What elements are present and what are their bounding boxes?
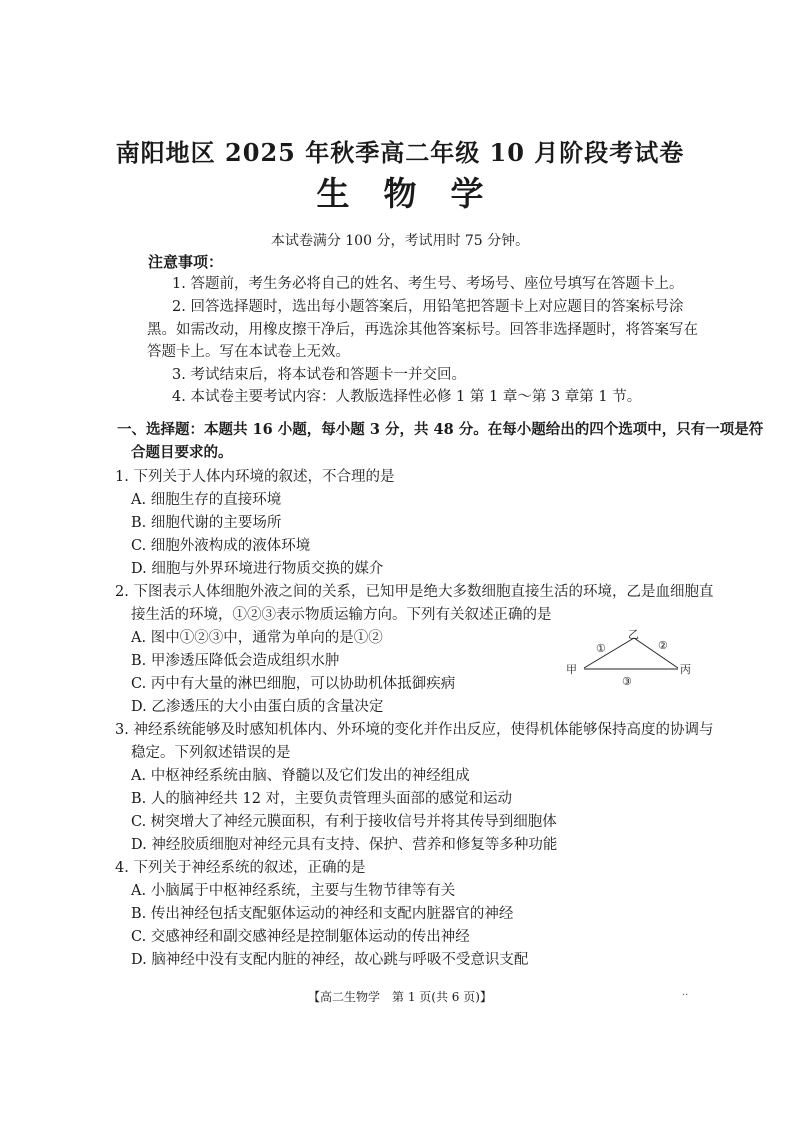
question-3-option-a: A. 中枢神经系统由脑、脊髓以及它们发出的神经组成 [131,768,470,784]
notes-line: 2. 回答选择题时，选出每小题答案后，用铅笔把答题卡上对应题目的答案标号涂 [172,299,684,315]
notes-line: 3. 考试结束后，将本试卷和答题卡一并交回。 [172,367,466,383]
question-2-option-c: C. 丙中有大量的淋巴细胞，可以协助机体抵御疾病 [131,676,456,692]
section-heading: 一、选择题：本题共 16 小题，每小题 3 分，共 48 分。在每小题给出的四个选项中，只有一项是符 [117,421,764,438]
notes-line: 答题卡上。写在本试卷上无效。 [147,344,350,360]
question-2-stem-cont: 接生活的环境，①②③表示物质运输方向。下列有关叙述正确的是 [131,607,552,623]
arrow-line-2 [634,638,678,668]
question-3-stem-cont: 稳定。下列叙述错误的是 [131,745,291,761]
label-arrow-2: ② [658,639,668,652]
question-2-option-a: A. 图中①②③中，通常为单向的是①② [131,630,383,646]
full-marks-note: 本试卷满分 100 分，考试用时 75 分钟。 [270,233,530,249]
question-1-stem: 1. 下列关于人体内环境的叙述，不合理的是 [115,469,395,485]
subject-title: 生物学 [316,174,518,213]
question-3-option-d: D. 神经胶质细胞对神经元具有支持、保护、营养和修复等多种功能 [131,837,558,853]
label-arrow-3: ③ [622,675,632,686]
question-3-option-b: B. 人的脑神经共 12 对，主要负责管理头面部的感觉和运动 [131,791,513,807]
notes-line: 4. 本试卷主要考试内容：人教版选择性必修 1 第 1 章～第 3 章第 1 节。 [172,389,642,405]
question-4-option-c: C. 交感神经和副交感神经是控制躯体运动的传出神经 [131,929,470,945]
label-jia: 甲 [566,663,577,676]
corner-mark: ·· [682,990,689,1001]
question-1-option-c: C. 细胞外液构成的液体环境 [131,538,311,554]
notes-line: 黑。如需改动，用橡皮擦干净后，再选涂其他答案标号。回答非选择题时，将答案写在 [147,322,698,338]
question-4-option-d: D. 脑神经中没有支配内脏的神经，故心跳与呼吸不受意识支配 [131,952,529,968]
question-4-option-b: B. 传出神经包括支配躯体运动的神经和支配内脏器官的神经 [131,906,514,922]
notes-line: 1. 答题前，考生务必将自己的姓名、考生号、考场号、座位号填写在答题卡上。 [172,276,684,292]
question-4-option-a: A. 小脑属于中枢神经系统，主要与生物节律等有关 [131,883,456,899]
label-bing: 丙 [680,663,691,676]
label-yi: 乙 [628,628,639,641]
question-1-option-a: A. 细胞生存的直接环境 [131,492,282,508]
question-2-option-b: B. 甲渗透压降低会造成组织水肿 [131,653,340,669]
section-heading-cont: 合题目要求的。 [131,444,233,461]
notes-heading: 注意事项： [148,253,224,271]
exam-title: 南阳地区 2025 年秋季高二年级 10 月阶段考试卷 [115,138,685,167]
question-2-option-d: D. 乙渗透压的大小由蛋白质的含量决定 [131,699,384,715]
question-3-stem: 3. 神经系统能够及时感知机体内、外环境的变化并作出反应，使得机体能够保持高度的协调与 [115,722,714,738]
question-3-option-c: C. 树突增大了神经元膜面积，有利于接收信号并将其传导到细胞体 [131,814,557,830]
arrow-line-1 [584,638,634,668]
question-1-option-d: D. 细胞与外界环境进行物质交换的媒介 [131,561,384,577]
label-arrow-1: ① [596,642,606,655]
question-2-stem: 2. 下图表示人体细胞外液之间的关系，已知甲是绝大多数细胞直接生活的环境，乙是血细胞直 [115,584,714,600]
fluid-relationship-diagram [566,628,696,686]
question-4-stem: 4. 下列关于神经系统的叙述，正确的是 [115,860,366,876]
page-footer: 【高二生物学 第 1 页(共 6 页)】 [308,990,492,1004]
question-1-option-b: B. 细胞代谢的主要场所 [131,515,282,531]
